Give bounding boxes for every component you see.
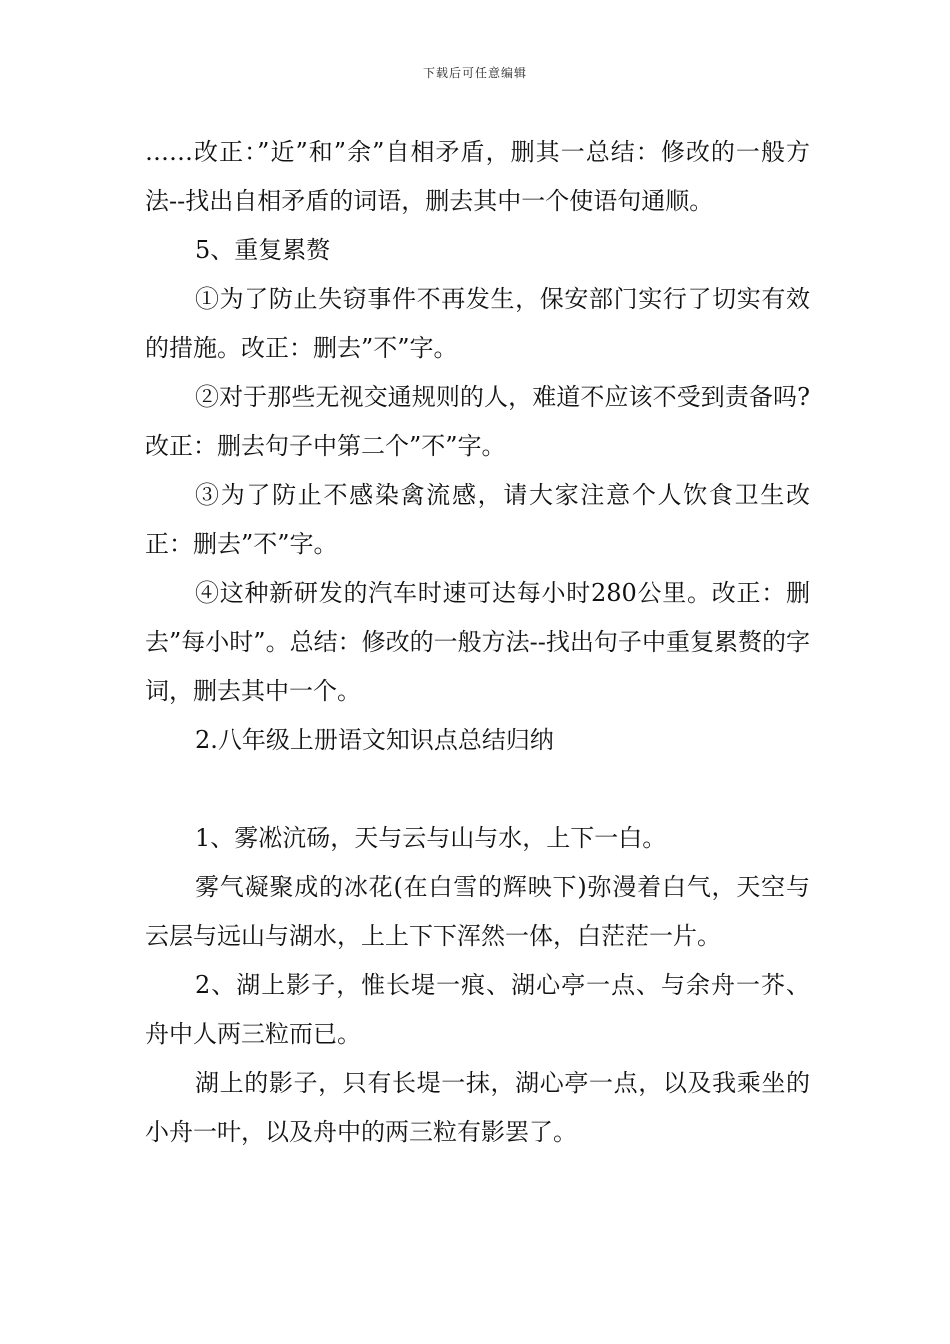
page-header: 下载后可任意编辑 [422,66,527,80]
paragraph-contradiction-fix: ……改正：”近”和”余”自相矛盾，删其一总结：修改的一般方法--找出自相矛盾的词语，删去其中一个使语句通顺。 [145,138,810,215]
blank-line [145,765,810,814]
poem-line-2: 2、湖上影子，惟长堤一痕、湖心亭一点、与余舟一芥、舟中人两三粒而已。 [145,971,810,1048]
example-2: ②对于那些无视交通规则的人，难道不应该不受到责备吗?改正：删去句子中第二个”不”字。 [145,383,810,460]
poem-line-1: 1、雾凇沆砀，天与云与山与水，上下一白。 [195,824,667,852]
section-heading-redundancy: 5、重复累赘 [195,236,331,264]
poem-translation-2: 湖上的影子，只有长堤一抹，湖心亭一点，以及我乘坐的小舟一叶，以及舟中的两三粒有影罢了。 [145,1069,810,1146]
section-title-grade8: 2.八年级上册语文知识点总结归纳 [195,726,554,754]
example-3: ③为了防止不感染禽流感，请大家注意个人饮食卫生改正：删去”不”字。 [145,481,810,558]
example-1: ①为了防止失窃事件不再发生，保安部门实行了切实有效的措施。改正：删去”不”字。 [145,285,810,362]
poem-translation-1: 雾气凝聚成的冰花(在白雪的辉映下)弥漫着白气，天空与云层与远山与湖水，上上下下浑然一体，白茫茫一片。 [145,873,810,950]
example-4: ④这种新研发的汽车时速可达每小时280公里。改正：删去”每小时”。总结：修改的一般方法--找出句子中重复累赘的字词，删去其中一个。 [145,579,810,705]
document-body [145,128,810,1157]
